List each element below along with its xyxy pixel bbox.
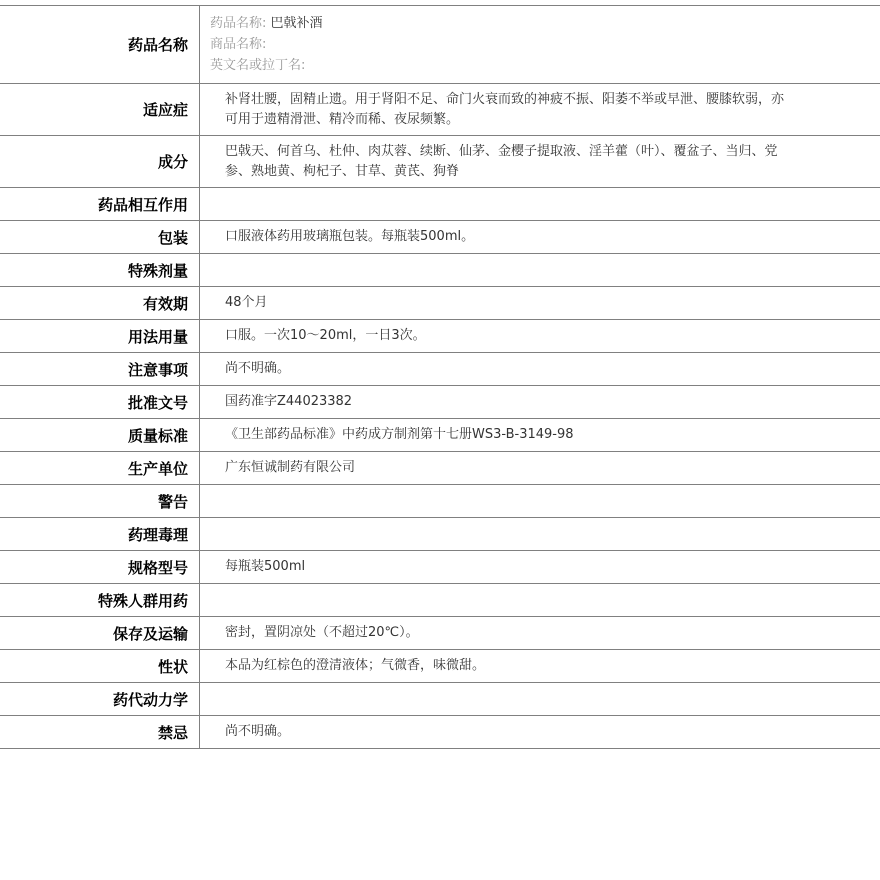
row-specification bbox=[0, 551, 880, 584]
row-value bbox=[200, 683, 880, 715]
row-value: 口服液体药用玻璃瓶包装。每瓶装500ml。 bbox=[225, 229, 475, 244]
row-label: 药品名称 bbox=[0, 6, 200, 83]
generic-name-label: 药品名称: bbox=[210, 16, 267, 31]
row-indications bbox=[0, 84, 880, 136]
row-dosage bbox=[0, 320, 880, 353]
row-value bbox=[200, 254, 880, 286]
row-label: 批准文号 bbox=[0, 386, 200, 418]
row-approval-number bbox=[0, 386, 880, 419]
row-ingredients bbox=[0, 136, 880, 188]
trade-name-label: 商品名称: bbox=[210, 37, 267, 52]
row-value: 每瓶装500ml bbox=[225, 559, 306, 574]
row-value: 密封，置阴凉处（不超过20℃）。 bbox=[225, 625, 419, 640]
row-pharmacology bbox=[0, 518, 880, 551]
generic-name-value: 巴戟补酒 bbox=[270, 16, 323, 31]
row-value: 补肾壮腰，固精止遗。用于肾阳不足、命门火衰而致的神疲不振、阳萎不举或早泄、腰膝软弱，亦可用于遗精滑泄、精冷而稀、夜尿频繁。 bbox=[225, 91, 785, 127]
row-label: 药代动力学 bbox=[0, 683, 200, 715]
row-label: 特殊剂量 bbox=[0, 254, 200, 286]
row-label: 药品相互作用 bbox=[0, 188, 200, 220]
row-value: 尚不明确。 bbox=[225, 724, 291, 739]
row-label: 警告 bbox=[0, 485, 200, 517]
drug-name-details bbox=[200, 6, 880, 83]
row-value: 尚不明确。 bbox=[225, 361, 291, 376]
row-value bbox=[200, 485, 880, 517]
row-drug-name bbox=[0, 6, 880, 84]
generic-name-line bbox=[210, 13, 323, 34]
row-description bbox=[0, 650, 880, 683]
row-value: 本品为红棕色的澄清液体；气微香，味微甜。 bbox=[225, 658, 486, 673]
row-pharmacokinetics bbox=[0, 683, 880, 716]
row-special-populations bbox=[0, 584, 880, 617]
row-value: 巴戟天、何首乌、杜仲、肉苁蓉、续断、仙茅、金樱子提取液、淫羊藿（叶）、覆盆子、当归、党参、熟地黄、枸杞子、甘草、黄芪、狗脊 bbox=[225, 143, 778, 179]
row-label: 药理毒理 bbox=[0, 518, 200, 550]
row-special-dosage bbox=[0, 254, 880, 287]
row-value bbox=[200, 188, 880, 220]
row-label: 注意事项 bbox=[0, 353, 200, 385]
row-precautions bbox=[0, 353, 880, 386]
row-shelf-life bbox=[0, 287, 880, 320]
row-value bbox=[200, 584, 880, 616]
row-packaging bbox=[0, 221, 880, 254]
row-label: 禁忌 bbox=[0, 716, 200, 748]
row-value: 国药准字Z44023382 bbox=[225, 394, 353, 409]
row-value: 口服。一次10～20ml，一日3次。 bbox=[225, 328, 426, 343]
drug-info-table bbox=[0, 5, 880, 749]
row-manufacturer bbox=[0, 452, 880, 485]
row-storage bbox=[0, 617, 880, 650]
row-label: 包装 bbox=[0, 221, 200, 253]
row-value: 广东恒诚制药有限公司 bbox=[225, 460, 356, 475]
row-label: 有效期 bbox=[0, 287, 200, 319]
row-quality-standard bbox=[0, 419, 880, 452]
row-label: 用法用量 bbox=[0, 320, 200, 352]
row-warning bbox=[0, 485, 880, 518]
row-contraindications bbox=[0, 716, 880, 749]
row-label: 性状 bbox=[0, 650, 200, 682]
row-label: 特殊人群用药 bbox=[0, 584, 200, 616]
row-interactions bbox=[0, 188, 880, 221]
row-label: 适应症 bbox=[0, 84, 200, 135]
row-value bbox=[200, 518, 880, 550]
row-label: 规格型号 bbox=[0, 551, 200, 583]
row-label: 质量标准 bbox=[0, 419, 200, 451]
row-label: 保存及运输 bbox=[0, 617, 200, 649]
row-value: 48个月 bbox=[225, 295, 268, 310]
row-label: 生产单位 bbox=[0, 452, 200, 484]
row-value: 《卫生部药品标准》中药成方制剂第十七册WS3-B-3149-98 bbox=[225, 427, 574, 442]
row-label: 成分 bbox=[0, 136, 200, 187]
english-name-label: 英文名或拉丁名: bbox=[210, 58, 306, 73]
